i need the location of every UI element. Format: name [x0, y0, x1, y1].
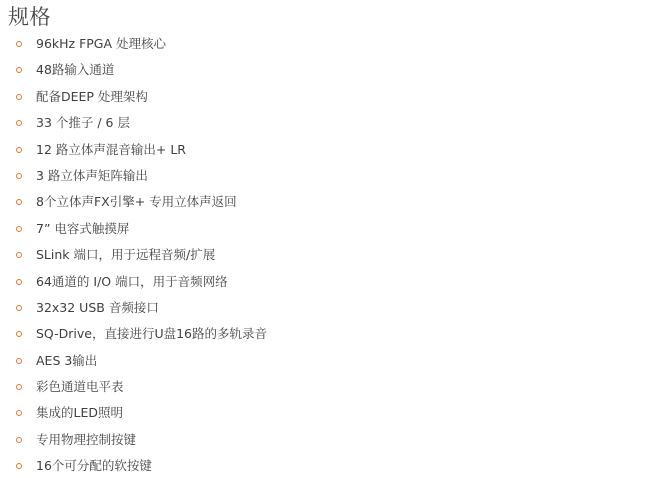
list-item-label: 集成的LED照明: [36, 405, 123, 421]
list-item: [0, 62, 650, 78]
bullet-icon: [16, 437, 22, 443]
page-title: 规格: [8, 5, 51, 29]
list-item: [0, 353, 650, 369]
list-item-label: AES 3输出: [36, 352, 98, 368]
bullet-icon: [16, 94, 22, 100]
bullet-icon: [16, 305, 22, 311]
bullet-icon: [16, 384, 22, 390]
list-item-label: 8个立体声FX引擎+ 专用立体声返回: [36, 194, 237, 210]
bullet-icon: [16, 410, 22, 416]
list-item: [0, 89, 650, 105]
list-item: [0, 36, 650, 52]
list-item: [0, 142, 650, 158]
list-item: [0, 274, 650, 290]
list-item-label: 专用物理控制按键: [36, 431, 137, 447]
bullet-icon: [16, 279, 22, 285]
bullet-icon: [16, 252, 22, 258]
list-item: [0, 221, 650, 237]
list-item-label: 7” 电容式触摸屏: [36, 220, 130, 236]
bullet-icon: [16, 358, 22, 364]
bullet-icon: [16, 41, 22, 47]
bullet-icon: [16, 331, 22, 337]
list-item: [0, 326, 650, 342]
bullet-icon: [16, 67, 22, 73]
list-item: [0, 432, 650, 448]
bullet-icon: [16, 463, 22, 469]
bullet-icon: [16, 147, 22, 153]
list-item-label: SLink 端口，用于远程音频/扩展: [36, 247, 216, 263]
list-item-label: 12 路立体声混音输出+ LR: [36, 141, 186, 157]
bullet-icon: [16, 199, 22, 205]
bullet-icon: [16, 173, 22, 179]
list-item: [0, 194, 650, 210]
list-item: [0, 405, 650, 421]
list-item: [0, 247, 650, 263]
list-item: [0, 300, 650, 316]
spec-list: [0, 30, 650, 474]
list-item-label: 64通道的 I/O 端口，用于音频网络: [36, 273, 228, 289]
list-item: [0, 379, 650, 395]
list-item-label: 3 路立体声矩阵输出: [36, 167, 148, 183]
list-item-label: 33 个推子 / 6 层: [36, 115, 130, 131]
bullet-icon: [16, 226, 22, 232]
bullet-icon: [16, 120, 22, 126]
list-item: [0, 458, 650, 474]
list-item: [0, 168, 650, 184]
list-item-label: 32x32 USB 音频接口: [36, 299, 159, 315]
list-item-label: 16个可分配的软按键: [36, 458, 152, 474]
list-item-label: 配备DEEP 处理架构: [36, 88, 148, 104]
list-item-label: 彩色通道电平表: [36, 379, 124, 395]
list-item-label: 96kHz FPGA 处理核心: [36, 36, 167, 51]
list-item: [0, 115, 650, 131]
list-item-label: SQ-Drive，直接进行U盘16路的多轨录音: [36, 326, 268, 342]
list-item-label: 48路输入通道: [36, 62, 115, 78]
